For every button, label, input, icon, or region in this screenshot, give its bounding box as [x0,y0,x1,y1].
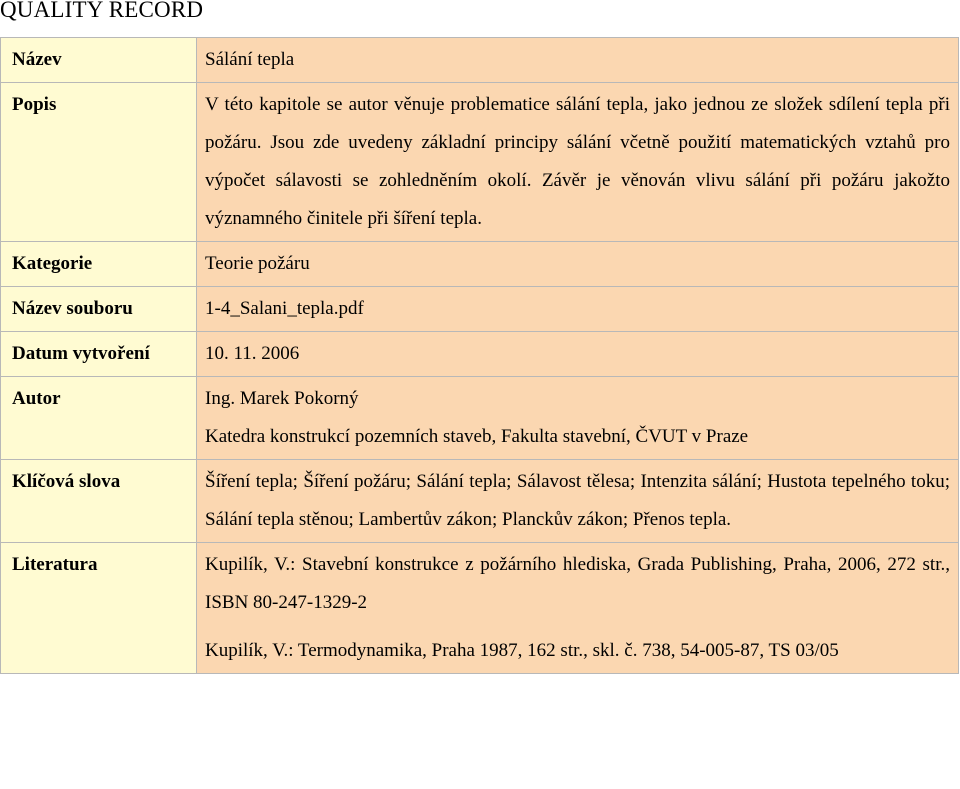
label-literatura: Literatura [1,543,197,674]
value-kategorie: Teorie požáru [197,242,959,287]
label-autor: Autor [1,377,197,460]
value-nazev: Sálání tepla [197,38,959,83]
row-literatura [1,543,959,674]
document-title: QUALITY RECORD [0,0,204,22]
author-affiliation: Katedra konstrukcí pozemních staveb, Fakulta stavební, ČVUT v Praze [205,426,749,447]
row-autor [1,377,959,460]
row-klicova-slova [1,460,959,543]
row-kategorie [1,242,959,287]
quality-record-table [0,37,959,674]
literature-spacer [205,622,950,632]
row-popis [1,83,959,242]
value-popis: V této kapitole se autor věnuje problematice sálání tepla, jako jednou ze složek sdílení tepla při požáru. Jsou zde uvedeny základní principy sálání včetně použití matematických vztahů pro výpočet sálavosti se zohledněním okolí. Závěr je věnován vlivu sálání při požáru jakožto významného činitele při šíření tepla. [197,83,959,242]
value-datum-vytvoreni: 10. 11. 2006 [197,332,959,377]
label-datum-vytvoreni: Datum vytvoření [1,332,197,377]
row-nazev-souboru [1,287,959,332]
literature-item: Kupilík, V.: Termodynamika, Praha 1987, 162 str., skl. č. 738, 54-005-87, TS 03/05 [205,640,839,661]
author-name: Ing. Marek Pokorný [205,388,359,409]
label-nazev-souboru: Název souboru [1,287,197,332]
author-block [205,377,950,459]
label-nazev: Název [1,38,197,83]
value-nazev-souboru: 1-4_Salani_tepla.pdf [197,287,959,332]
literature-item: Kupilík, V.: Stavební konstrukce z požárního hlediska, Grada Publishing, Praha, 2006, 272 str., ISBN 80-247-1329-2 [205,554,950,613]
literature-list [205,543,950,673]
label-popis: Popis [1,83,197,242]
row-nazev [1,38,959,83]
value-literatura [197,543,959,674]
value-klicova-slova: Šíření tepla; Šíření požáru; Sálání tepla; Sálavost tělesa; Intenzita sálání; Hustota tepelného toku; Sálání tepla stěnou; Lambertův zákon; Planckův zákon; Přenos tepla. [197,460,959,543]
row-datum-vytvoreni [1,332,959,377]
label-kategorie: Kategorie [1,242,197,287]
label-klicova-slova: Klíčová slova [1,460,197,543]
value-autor [197,377,959,460]
